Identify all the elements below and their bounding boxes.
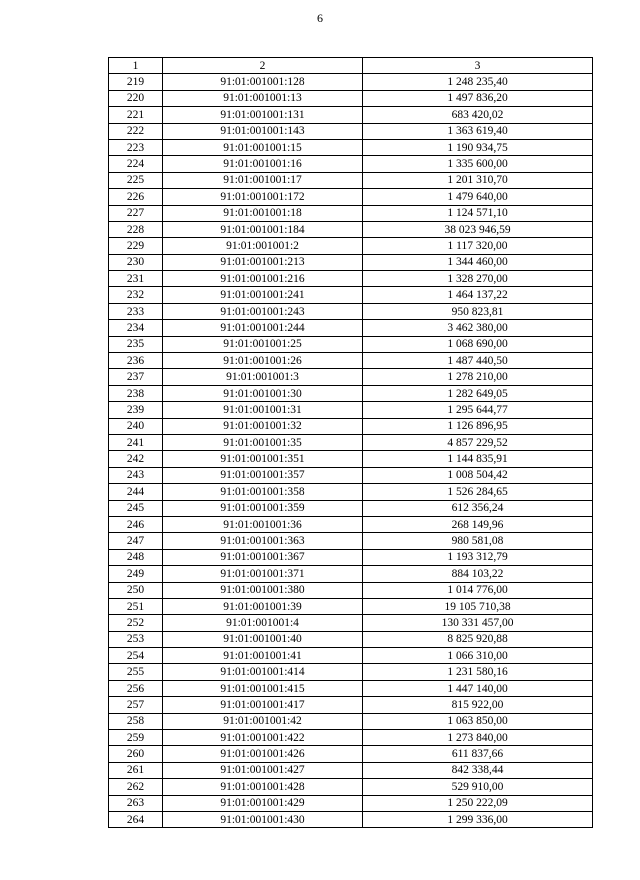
table-row xyxy=(109,664,593,680)
cadastral-number-cell: 91:01:001001:40 xyxy=(163,631,363,647)
table-row xyxy=(109,746,593,762)
table-row xyxy=(109,615,593,631)
cadastral-number-cell: 91:01:001001:15 xyxy=(163,139,363,155)
row-number-cell: 247 xyxy=(109,533,163,549)
value-cell: 1 497 836,20 xyxy=(363,90,593,106)
value-cell: 3 462 380,00 xyxy=(363,320,593,336)
table-row xyxy=(109,271,593,287)
value-cell: 1 464 137,22 xyxy=(363,287,593,303)
value-cell: 1 328 270,00 xyxy=(363,271,593,287)
table-header-row xyxy=(109,58,593,74)
value-cell: 884 103,22 xyxy=(363,566,593,582)
value-cell: 1 068 690,00 xyxy=(363,336,593,352)
row-number-cell: 233 xyxy=(109,303,163,319)
table-row xyxy=(109,500,593,516)
table-row xyxy=(109,779,593,795)
table-row xyxy=(109,205,593,221)
cadastral-number-cell: 91:01:001001:13 xyxy=(163,90,363,106)
row-number-cell: 234 xyxy=(109,320,163,336)
table-row xyxy=(109,287,593,303)
table-row xyxy=(109,598,593,614)
value-cell: 1 014 776,00 xyxy=(363,582,593,598)
cadastral-number-cell: 91:01:001001:363 xyxy=(163,533,363,549)
cadastral-number-cell: 91:01:001001:26 xyxy=(163,353,363,369)
cadastral-number-cell: 91:01:001001:417 xyxy=(163,697,363,713)
table-row xyxy=(109,566,593,582)
header-cell-3: 3 xyxy=(363,58,593,74)
cadastral-number-cell: 91:01:001001:241 xyxy=(163,287,363,303)
value-cell: 1 363 619,40 xyxy=(363,123,593,139)
value-cell: 950 823,81 xyxy=(363,303,593,319)
row-number-cell: 260 xyxy=(109,746,163,762)
row-number-cell: 254 xyxy=(109,648,163,664)
cadastral-number-cell: 91:01:001001:426 xyxy=(163,746,363,762)
table-row xyxy=(109,107,593,123)
row-number-cell: 250 xyxy=(109,582,163,598)
cadastral-number-cell: 91:01:001001:31 xyxy=(163,402,363,418)
table-row xyxy=(109,189,593,205)
cadastral-number-cell: 91:01:001001:213 xyxy=(163,254,363,270)
page-number: 6 xyxy=(317,11,323,25)
row-number-cell: 239 xyxy=(109,402,163,418)
value-cell: 1 063 850,00 xyxy=(363,713,593,729)
cadastral-number-cell: 91:01:001001:32 xyxy=(163,418,363,434)
value-cell: 1 250 222,09 xyxy=(363,795,593,811)
cadastral-number-cell: 91:01:001001:367 xyxy=(163,549,363,565)
value-cell: 8 825 920,88 xyxy=(363,631,593,647)
value-cell: 1 295 644,77 xyxy=(363,402,593,418)
value-cell: 1 190 934,75 xyxy=(363,139,593,155)
cadastral-number-cell: 91:01:001001:358 xyxy=(163,484,363,500)
row-number-cell: 255 xyxy=(109,664,163,680)
row-number-cell: 221 xyxy=(109,107,163,123)
row-number-cell: 229 xyxy=(109,238,163,254)
value-cell: 130 331 457,00 xyxy=(363,615,593,631)
row-number-cell: 228 xyxy=(109,221,163,237)
table-row xyxy=(109,680,593,696)
table-row xyxy=(109,303,593,319)
cadastral-number-cell: 91:01:001001:30 xyxy=(163,385,363,401)
table-row xyxy=(109,434,593,450)
row-number-cell: 246 xyxy=(109,516,163,532)
cadastral-number-cell: 91:01:001001:244 xyxy=(163,320,363,336)
table-row xyxy=(109,156,593,172)
row-number-cell: 251 xyxy=(109,598,163,614)
value-cell: 1 282 649,05 xyxy=(363,385,593,401)
cadastral-number-cell: 91:01:001001:41 xyxy=(163,648,363,664)
cadastral-number-cell: 91:01:001001:380 xyxy=(163,582,363,598)
row-number-cell: 223 xyxy=(109,139,163,155)
value-cell: 1 126 896,95 xyxy=(363,418,593,434)
row-number-cell: 242 xyxy=(109,451,163,467)
row-number-cell: 238 xyxy=(109,385,163,401)
value-cell: 611 837,66 xyxy=(363,746,593,762)
value-cell: 612 356,24 xyxy=(363,500,593,516)
cadastral-number-cell: 91:01:001001:427 xyxy=(163,762,363,778)
table-row xyxy=(109,221,593,237)
value-cell: 1 344 460,00 xyxy=(363,254,593,270)
cadastral-number-cell: 91:01:001001:184 xyxy=(163,221,363,237)
table-row xyxy=(109,369,593,385)
value-cell: 1 193 312,79 xyxy=(363,549,593,565)
row-number-cell: 235 xyxy=(109,336,163,352)
cadastral-number-cell: 91:01:001001:17 xyxy=(163,172,363,188)
value-cell: 815 922,00 xyxy=(363,697,593,713)
row-number-cell: 230 xyxy=(109,254,163,270)
row-number-cell: 258 xyxy=(109,713,163,729)
table-row xyxy=(109,730,593,746)
row-number-cell: 257 xyxy=(109,697,163,713)
cadastral-number-cell: 91:01:001001:2 xyxy=(163,238,363,254)
value-cell: 980 581,08 xyxy=(363,533,593,549)
table-row xyxy=(109,385,593,401)
table-row xyxy=(109,713,593,729)
cadastral-number-cell: 91:01:001001:3 xyxy=(163,369,363,385)
cadastral-number-cell: 91:01:001001:422 xyxy=(163,730,363,746)
value-cell: 1 273 840,00 xyxy=(363,730,593,746)
value-cell: 19 105 710,38 xyxy=(363,598,593,614)
cadastral-number-cell: 91:01:001001:4 xyxy=(163,615,363,631)
cadastral-number-cell: 91:01:001001:430 xyxy=(163,811,363,827)
value-cell: 683 420,02 xyxy=(363,107,593,123)
value-cell: 1 447 140,00 xyxy=(363,680,593,696)
value-cell: 1 144 835,91 xyxy=(363,451,593,467)
cadastral-number-cell: 91:01:001001:428 xyxy=(163,779,363,795)
row-number-cell: 263 xyxy=(109,795,163,811)
value-cell: 38 023 946,59 xyxy=(363,221,593,237)
row-number-cell: 231 xyxy=(109,271,163,287)
table-row xyxy=(109,795,593,811)
row-number-cell: 225 xyxy=(109,172,163,188)
value-cell: 1 479 640,00 xyxy=(363,189,593,205)
cadastral-number-cell: 91:01:001001:143 xyxy=(163,123,363,139)
value-cell: 4 857 229,52 xyxy=(363,434,593,450)
cadastral-number-cell: 91:01:001001:357 xyxy=(163,467,363,483)
value-cell: 1 278 210,00 xyxy=(363,369,593,385)
cadastral-number-cell: 91:01:001001:128 xyxy=(163,74,363,90)
table-row xyxy=(109,467,593,483)
row-number-cell: 253 xyxy=(109,631,163,647)
row-number-cell: 226 xyxy=(109,189,163,205)
table-row xyxy=(109,697,593,713)
row-number-cell: 222 xyxy=(109,123,163,139)
row-number-cell: 227 xyxy=(109,205,163,221)
value-cell: 1 008 504,42 xyxy=(363,467,593,483)
cadastral-number-cell: 91:01:001001:359 xyxy=(163,500,363,516)
table-row xyxy=(109,353,593,369)
row-number-cell: 224 xyxy=(109,156,163,172)
row-number-cell: 220 xyxy=(109,90,163,106)
cadastral-number-cell: 91:01:001001:36 xyxy=(163,516,363,532)
value-cell: 1 124 571,10 xyxy=(363,205,593,221)
row-number-cell: 252 xyxy=(109,615,163,631)
cadastral-number-cell: 91:01:001001:414 xyxy=(163,664,363,680)
table-row xyxy=(109,648,593,664)
table-row xyxy=(109,533,593,549)
value-cell: 1 526 284,65 xyxy=(363,484,593,500)
table-body xyxy=(109,58,593,828)
value-cell: 1 335 600,00 xyxy=(363,156,593,172)
cadastral-number-cell: 91:01:001001:243 xyxy=(163,303,363,319)
cadastral-number-cell: 91:01:001001:25 xyxy=(163,336,363,352)
value-cell: 529 910,00 xyxy=(363,779,593,795)
table-row xyxy=(109,582,593,598)
row-number-cell: 245 xyxy=(109,500,163,516)
row-number-cell: 249 xyxy=(109,566,163,582)
row-number-cell: 261 xyxy=(109,762,163,778)
table-row xyxy=(109,238,593,254)
table-row xyxy=(109,90,593,106)
table-row xyxy=(109,549,593,565)
table-row xyxy=(109,811,593,827)
cadastral-number-cell: 91:01:001001:131 xyxy=(163,107,363,123)
row-number-cell: 219 xyxy=(109,74,163,90)
value-cell: 1 201 310,70 xyxy=(363,172,593,188)
value-cell: 268 149,96 xyxy=(363,516,593,532)
row-number-cell: 240 xyxy=(109,418,163,434)
table-row xyxy=(109,254,593,270)
row-number-cell: 264 xyxy=(109,811,163,827)
value-cell: 1 066 310,00 xyxy=(363,648,593,664)
header-cell-1: 1 xyxy=(109,58,163,74)
row-number-cell: 243 xyxy=(109,467,163,483)
table-row xyxy=(109,451,593,467)
row-number-cell: 262 xyxy=(109,779,163,795)
table-row xyxy=(109,123,593,139)
cadastral-number-cell: 91:01:001001:42 xyxy=(163,713,363,729)
table-row xyxy=(109,631,593,647)
cadastral-number-cell: 91:01:001001:35 xyxy=(163,434,363,450)
row-number-cell: 248 xyxy=(109,549,163,565)
table-row xyxy=(109,402,593,418)
row-number-cell: 259 xyxy=(109,730,163,746)
table-row xyxy=(109,320,593,336)
value-cell: 1 231 580,16 xyxy=(363,664,593,680)
row-number-cell: 241 xyxy=(109,434,163,450)
table-row xyxy=(109,74,593,90)
cadastral-number-cell: 91:01:001001:172 xyxy=(163,189,363,205)
header-cell-2: 2 xyxy=(163,58,363,74)
cadastral-number-cell: 91:01:001001:16 xyxy=(163,156,363,172)
table-row xyxy=(109,418,593,434)
table-row xyxy=(109,336,593,352)
row-number-cell: 256 xyxy=(109,680,163,696)
cadastral-number-cell: 91:01:001001:39 xyxy=(163,598,363,614)
cadastral-value-table xyxy=(108,57,593,828)
table-row xyxy=(109,172,593,188)
value-cell: 842 338,44 xyxy=(363,762,593,778)
table-row xyxy=(109,516,593,532)
cadastral-number-cell: 91:01:001001:216 xyxy=(163,271,363,287)
row-number-cell: 237 xyxy=(109,369,163,385)
value-cell: 1 299 336,00 xyxy=(363,811,593,827)
cadastral-number-cell: 91:01:001001:371 xyxy=(163,566,363,582)
row-number-cell: 232 xyxy=(109,287,163,303)
value-cell: 1 487 440,50 xyxy=(363,353,593,369)
cadastral-number-cell: 91:01:001001:415 xyxy=(163,680,363,696)
table-row xyxy=(109,139,593,155)
table-row xyxy=(109,762,593,778)
row-number-cell: 236 xyxy=(109,353,163,369)
value-cell: 1 117 320,00 xyxy=(363,238,593,254)
cadastral-number-cell: 91:01:001001:429 xyxy=(163,795,363,811)
value-cell: 1 248 235,40 xyxy=(363,74,593,90)
cadastral-number-cell: 91:01:001001:351 xyxy=(163,451,363,467)
table-row xyxy=(109,484,593,500)
row-number-cell: 244 xyxy=(109,484,163,500)
cadastral-number-cell: 91:01:001001:18 xyxy=(163,205,363,221)
